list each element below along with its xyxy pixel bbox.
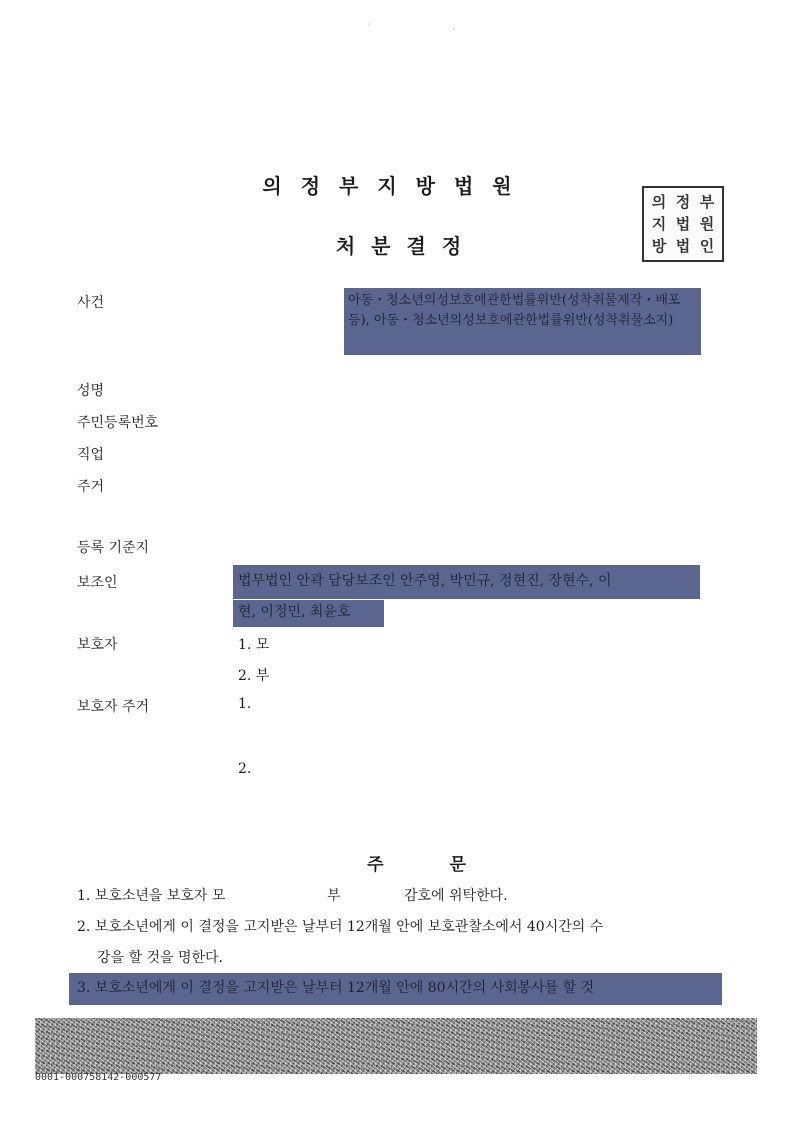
- rrn-label: 주민등록번호: [77, 415, 159, 431]
- order-item-3: 3. 보호소년에게 이 결정을 고지받은 날부터 12개월 안에 80시간의 사회봉사를 할 것: [69, 973, 722, 1005]
- order-item-1-a: 1. 보호소년을 보호자 모: [77, 888, 226, 904]
- assistant-label: 보조인: [77, 575, 118, 591]
- registry-label: 등록 기준지: [77, 540, 150, 556]
- guardian-address-label: 보호자 주거: [77, 699, 150, 715]
- order-item-1-c: 감호에 위탁한다.: [404, 888, 508, 904]
- order-item-1-b: 부: [327, 888, 341, 904]
- court-name: 의정부지방법원: [262, 174, 531, 198]
- job-label: 직업: [77, 447, 105, 463]
- guardian-2: 2. 부: [238, 668, 270, 684]
- document-title: 처분결정: [335, 234, 478, 258]
- guardian-label: 보호자: [77, 637, 118, 653]
- order-item-2-line1: 2. 보호소년에게 이 결정을 고지받은 날부터 12개월 안에 보호관찰소에서 40시간의 수: [77, 919, 604, 935]
- seal-char: 인: [699, 236, 715, 255]
- order-heading: 주 문: [367, 855, 466, 875]
- case-label: 사건: [77, 295, 105, 311]
- seal-char: 원: [699, 214, 715, 233]
- name-label: 성명: [77, 383, 105, 399]
- scan-noise-band: [35, 1018, 757, 1074]
- document-number: 0001-000758142-000577: [35, 1072, 162, 1083]
- assistant-value-line2: 현, 이정민, 최윤호: [233, 600, 384, 627]
- seal-char: 부: [699, 192, 715, 211]
- court-seal: [642, 186, 724, 262]
- order-item-2-line2: 강을 할 것을 명한다.: [97, 950, 223, 966]
- assistant-value-line1: 법무법인 안곽 담당보조인 안주영, 박민규, 정현진, 장현수, 이: [233, 565, 700, 599]
- guardian-1: 1. 모: [238, 637, 270, 653]
- seal-char: 의: [651, 192, 667, 211]
- seal-char: 정: [675, 192, 691, 211]
- scan-specks: ' ,: [368, 22, 496, 31]
- seal-char: 지: [651, 214, 667, 233]
- guardian-address-1: 1.: [238, 696, 252, 712]
- seal-char: 법: [675, 214, 691, 233]
- case-value: 아동・청소년의성보호에관한법률위반(성착취물제작・배포등), 아동・청소년의성보호에관한법률위반(성착취물소지): [344, 288, 701, 355]
- address-label: 주거: [77, 479, 105, 495]
- seal-char: 법: [675, 236, 691, 255]
- guardian-address-2: 2.: [238, 761, 252, 777]
- seal-char: 방: [651, 236, 667, 255]
